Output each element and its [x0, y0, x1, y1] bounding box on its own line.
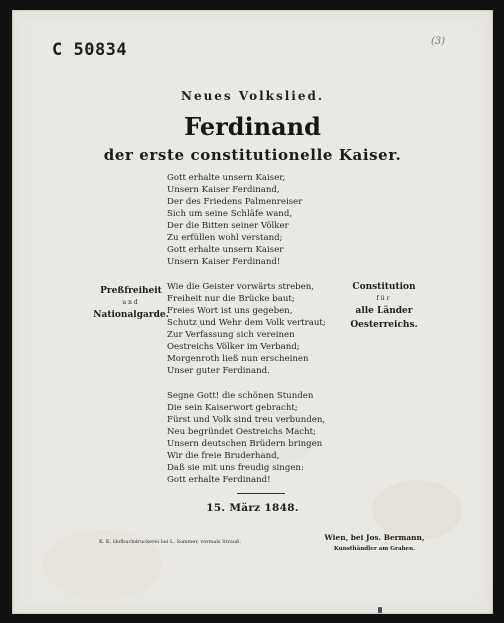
publication-date: 15. März 1848.: [206, 502, 299, 514]
verse-line: Sich um seine Schläfe wand,: [167, 209, 293, 219]
verse-line: Unser guter Ferdinand.: [167, 366, 270, 376]
document-sheet: [12, 10, 493, 614]
verse-line: Segne Gott! die schönen Stunden: [167, 391, 314, 401]
printer-note: K. K. Hofbuchdruckerei bei L. Sommer, vormals Strauß.: [99, 539, 242, 545]
publisher-line: Kunsthändler am Graben.: [333, 546, 416, 552]
document-subtitle: der erste constitutionelle Kaiser.: [103, 146, 402, 164]
verse-line: Unsern Kaiser Ferdinand!: [167, 257, 281, 267]
verse-line: Unsern Kaiser Ferdinand,: [167, 185, 280, 195]
right-side-line: alle Länder: [355, 306, 413, 316]
verse-line: Unsern deutschen Brüdern bringen: [167, 439, 323, 449]
verse-line: Der die Bitten seiner Völker: [167, 221, 289, 231]
verse-line: Daß sie mit uns freudig singen:: [167, 463, 304, 473]
verse-line: Gott erhalte Ferdinand!: [167, 475, 271, 485]
stanza-2: [167, 281, 357, 385]
pencil-annotation: (3): [431, 36, 446, 47]
verse-line: Wie die Geister vorwärts streben,: [167, 282, 315, 292]
verse-line: Freiheit nur die Brücke baut;: [167, 294, 295, 304]
bottom-ink-mark: [378, 607, 382, 613]
right-side-line: für: [376, 295, 392, 302]
publisher-block: [302, 532, 447, 554]
verse-line: Gott erhalte unsern Kaiser,: [167, 173, 286, 183]
stanza-1: [167, 172, 357, 274]
verse-line: Der des Friedens Palmenreiser: [167, 197, 303, 207]
verse-line: Oestreichs Völker im Verband;: [167, 342, 300, 352]
left-side-line: Preßfreiheit: [100, 286, 162, 296]
right-side-line: Constitution: [352, 282, 416, 292]
left-side-note: [90, 284, 172, 322]
verse-line: Wir die freie Bruderhand,: [167, 451, 280, 461]
publisher-line: Wien, bei Jos. Bermann,: [324, 533, 425, 542]
verse-line: Fürst und Volk sind treu verbunden,: [167, 415, 326, 425]
right-side-line: Oesterreichs.: [350, 320, 418, 330]
archive-number: C 50834: [52, 40, 128, 60]
left-side-line: und: [122, 299, 140, 306]
verse-line: Freies Wort ist uns gegeben,: [167, 306, 293, 316]
right-side-note: [330, 280, 438, 332]
verse-line: Zu erfüllen wohl verstand;: [167, 233, 283, 243]
document-title: Ferdinand: [184, 112, 321, 141]
verse-line: Zur Verfassung sich vereinen: [167, 330, 295, 340]
left-side-line: Nationalgarde.: [93, 310, 169, 320]
verse-line: Gott erhalte unsern Kaiser: [167, 245, 284, 255]
verse-line: Neu begründet Oestreichs Macht;: [167, 427, 316, 437]
section-divider: [237, 493, 285, 494]
verse-line: Morgenroth ließ nun erscheinen: [167, 354, 309, 364]
document-kicker: Neues Volkslied.: [180, 89, 325, 103]
stanza-3: [167, 390, 357, 494]
verse-line: Die sein Kaiserwort gebracht;: [167, 403, 298, 413]
verse-line: Schutz und Wehr dem Volk vertraut;: [167, 318, 326, 328]
